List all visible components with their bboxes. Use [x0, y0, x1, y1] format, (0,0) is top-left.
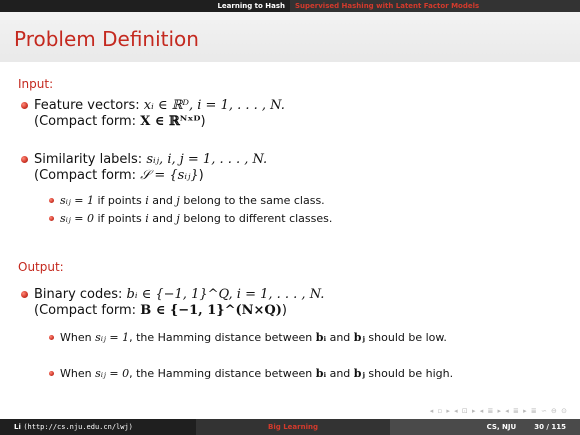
header-subsection[interactable]: Supervised Hashing with Latent Factor Models: [290, 0, 580, 12]
footer-right: [390, 419, 580, 435]
feature-line1: Feature vectors: xᵢ ∈ ℝᴰ, i = 1, . . . , N.: [34, 98, 285, 113]
sub-bullet-icon: [49, 216, 54, 221]
binary-line1: Binary codes: bᵢ ∈ {−1, 1}^Q, i = 1, . . . , N.: [34, 287, 325, 302]
hamming-low-subitem: When sᵢⱼ = 1, the Hamming distance between bᵢ and bⱼ should be low.: [60, 331, 538, 345]
header-bar: [0, 0, 580, 12]
different-class-subitem: sᵢⱼ = 0 if points i and j belong to different classes.: [60, 212, 332, 226]
sub-bullet-icon: [49, 198, 54, 203]
binary-line2: (Compact form: B ∈ {−1, 1}^(N×Q)): [34, 303, 287, 318]
hamming-high-subitem: When sᵢⱼ = 0, the Hamming distance between bᵢ and bⱼ should be high.: [60, 367, 538, 381]
bullet-icon: [21, 102, 28, 109]
binary-codes-item: [34, 287, 324, 319]
feature-vectors-item: [34, 98, 285, 130]
title-bar: [0, 12, 580, 62]
footer-author: Li (http://cs.nju.edu.cn/lwj): [0, 419, 196, 435]
page-number: 30 / 115: [534, 423, 566, 431]
similarity-line1: Similarity labels: sᵢⱼ, i, j = 1, . . . , N.: [34, 152, 268, 167]
header-section[interactable]: Learning to Hash: [0, 0, 290, 12]
same-class-subitem: sᵢⱼ = 1 if points i and j belong to the same class.: [60, 194, 325, 208]
similarity-labels-item: [34, 152, 267, 184]
slide-title: Problem Definition: [14, 27, 199, 51]
sub-bullet-icon: [49, 371, 54, 376]
bullet-icon: [21, 291, 28, 298]
footer-url: (http://cs.nju.edu.cn/lwj): [23, 423, 133, 431]
input-label: Input:: [18, 77, 54, 91]
beamer-navigation-icons[interactable]: ◂ ▫ ▸ ◂ ⊡ ▸ ◂ ≣ ▸ ◂ ≣ ▸ ≣ ∽ ⊖ ⊙: [429, 407, 568, 415]
footer-institute: CS, NJU: [486, 423, 517, 431]
footer-title: Big Learning: [196, 419, 390, 435]
similarity-line2: (Compact form: 𝒮 = {sᵢⱼ}): [34, 168, 204, 183]
sub-bullet-icon: [49, 335, 54, 340]
bullet-icon: [21, 156, 28, 163]
footer-bar: [0, 419, 580, 435]
feature-line2: (Compact form: X ∈ ℝᴺˣᴰ): [34, 114, 206, 129]
output-label: Output:: [18, 260, 64, 274]
